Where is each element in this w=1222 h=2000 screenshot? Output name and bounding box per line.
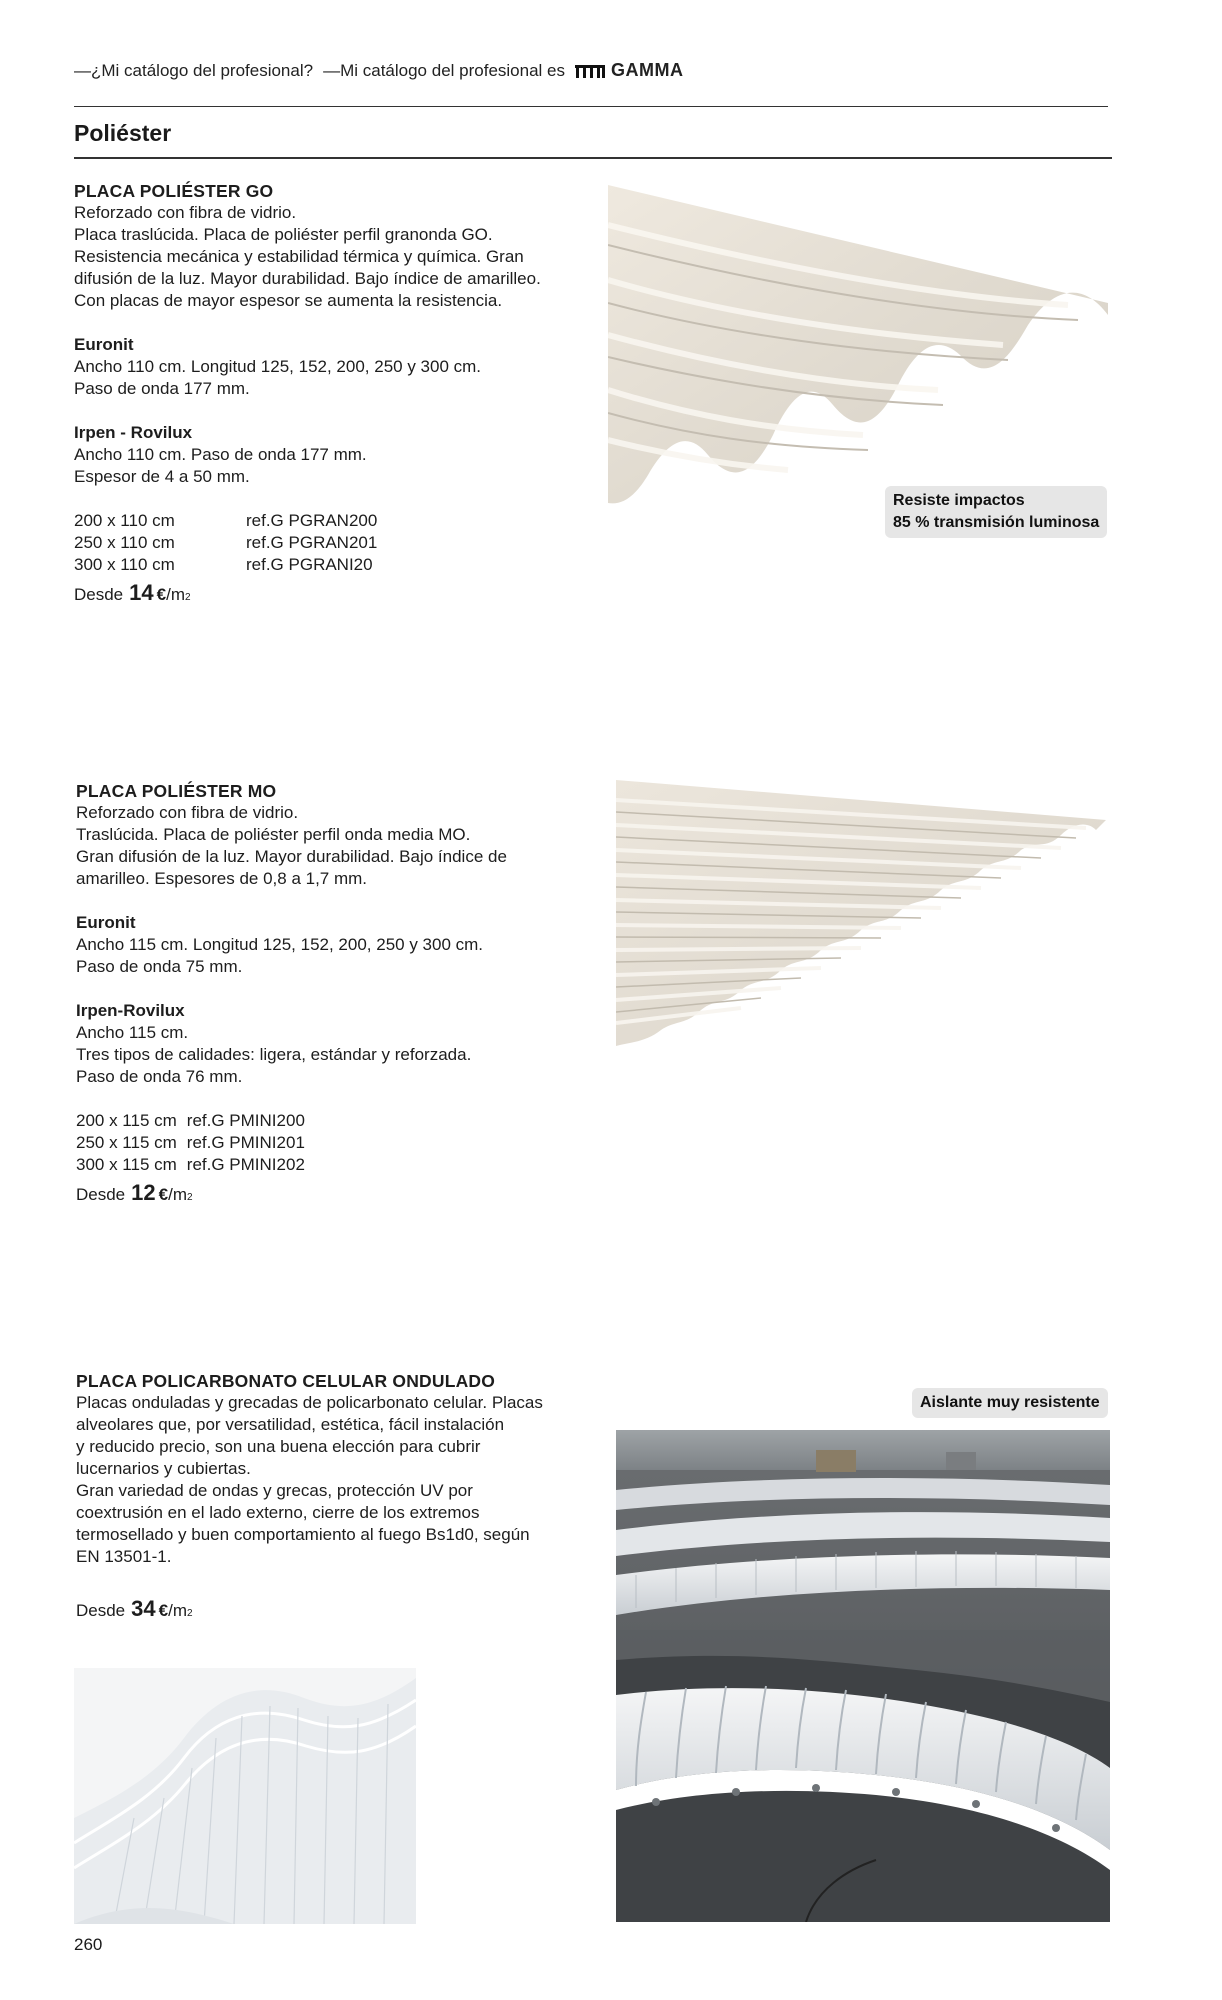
ref-size: 200 x 115 cm (76, 1111, 177, 1130)
gamma-logo-text: GAMMA (611, 60, 684, 80)
product-image-policarbonato-sample (74, 1668, 416, 1924)
product-poliester-mo (76, 780, 596, 1209)
brand-line: Paso de onda 76 mm. (76, 1067, 243, 1086)
description-line: Reforzado con fibra de vidrio. (74, 203, 297, 222)
reference-row (74, 510, 594, 532)
brand-line: Ancho 115 cm. Longitud 125, 152, 200, 250 y 300 cm. (76, 935, 484, 954)
ref-code: ref.G PMINI201 (186, 1133, 305, 1152)
price-currency: € (158, 1601, 169, 1620)
product-badge (885, 486, 1107, 538)
price-currency: € (156, 585, 167, 604)
description-line: Reforzado con fibra de vidrio. (76, 803, 299, 822)
product-policarbonato-celular (76, 1370, 596, 1625)
badge-line: Resiste impactos (893, 492, 1025, 509)
description-line: y reducido precio, son una buena elección para cubrir (76, 1437, 481, 1456)
description-line: coextrusión en el lado externo, cierre de los extremos (76, 1503, 480, 1522)
description-line: amarilleo. Espesores de 0,8 a 1,7 mm. (76, 869, 368, 888)
corrugated-sheet-mo-image (616, 780, 1106, 1050)
price-value: 14 (129, 580, 154, 605)
description-line: Con placas de mayor espesor se aumenta la resistencia. (74, 291, 503, 310)
page-header (74, 60, 684, 81)
price (76, 1182, 596, 1209)
gamma-logo (575, 60, 684, 81)
brand-line: Paso de onda 75 mm. (76, 957, 243, 976)
roof-skylights-photo (616, 1430, 1110, 1922)
reference-row (76, 1110, 596, 1132)
brand-name: Irpen-Rovilux (76, 1001, 185, 1020)
gamma-logo-icon (575, 63, 605, 79)
description-line: Traslúcida. Placa de poliéster perfil onda media MO. (76, 825, 471, 844)
description-line: Gran difusión de la luz. Mayor durabilidad. Bajo índice de (76, 847, 507, 866)
ref-code: ref.G PMINI202 (186, 1155, 305, 1174)
product-title: PLACA POLIÉSTER GO (74, 181, 274, 201)
description-line: lucernarios y cubiertas. (76, 1459, 251, 1478)
product-title: PLACA POLIÉSTER MO (76, 781, 277, 801)
section-title: Poliéster (74, 120, 172, 146)
description-line: Placa traslúcida. Placa de poliéster perfil granonda GO. (74, 225, 493, 244)
badge-line: 85 % transmisión luminosa (893, 514, 1100, 531)
price (76, 1598, 596, 1625)
description-line: Gran variedad de ondas y grecas, protección UV por (76, 1481, 473, 1500)
price-unit-exponent: 2 (186, 1608, 193, 1619)
ref-size: 250 x 115 cm (76, 1133, 177, 1152)
brand-name: Euronit (76, 913, 136, 932)
ref-code: ref.G PGRAN201 (246, 533, 378, 552)
reference-list (74, 510, 594, 576)
price-value: 12 (131, 1180, 156, 1205)
reference-row (76, 1132, 596, 1154)
polycarbonate-sheet-image (74, 1668, 416, 1924)
brand-name: Irpen - Rovilux (74, 423, 193, 442)
product-image-go (608, 185, 1108, 505)
page-number: 260 (74, 1935, 103, 1954)
brand-line: Ancho 110 cm. Longitud 125, 152, 200, 250 y 300 cm. (74, 357, 482, 376)
brand-line: Tres tipos de calidades: ligera, estándar y reforzada. (76, 1045, 472, 1064)
section-divider (74, 157, 1112, 159)
price-unit-exponent: 2 (184, 592, 191, 603)
brand-line: Ancho 115 cm. (76, 1023, 189, 1042)
corrugated-sheet-go-image (608, 185, 1108, 505)
reference-row (74, 554, 594, 576)
description-line: Placas onduladas y grecadas de policarbonato celular. Placas (76, 1393, 543, 1412)
description-line: alveolares que, por versatilidad, estética, fácil instalación (76, 1415, 505, 1434)
price-currency: € (158, 1185, 169, 1204)
header-divider (74, 106, 1108, 107)
ref-code: ref.G PGRANI20 (246, 555, 373, 574)
price-prefix: Desde (74, 585, 124, 604)
brand-name: Euronit (74, 335, 134, 354)
product-image-roof (616, 1430, 1110, 1922)
reference-list (76, 1110, 596, 1176)
price-unit: /m (168, 1185, 187, 1204)
price-prefix: Desde (76, 1185, 126, 1204)
product-poliester-go (74, 180, 594, 609)
product-badge: Aislante muy resistente (912, 1388, 1108, 1418)
price-prefix: Desde (76, 1601, 126, 1620)
ref-size: 250 x 110 cm (74, 533, 175, 552)
price-value: 34 (131, 1596, 156, 1621)
ref-size: 300 x 115 cm (76, 1155, 177, 1174)
price (74, 582, 594, 609)
reference-row (74, 532, 594, 554)
description-line: termosellado y buen comportamiento al fuego Bs1d0, según (76, 1525, 530, 1544)
ref-code: ref.G PGRAN200 (246, 511, 378, 530)
description-line: EN 13501-1. (76, 1547, 172, 1566)
product-image-mo (616, 780, 1106, 1050)
price-unit-exponent: 2 (186, 1192, 193, 1203)
reference-row (76, 1154, 596, 1176)
ref-size: 200 x 110 cm (74, 511, 175, 530)
ref-code: ref.G PMINI200 (186, 1111, 305, 1130)
price-unit: /m (166, 585, 185, 604)
header-slogan-1: —¿Mi catálogo del profesional? (74, 60, 314, 80)
description-line: difusión de la luz. Mayor durabilidad. Bajo índice de amarilleo. (74, 269, 541, 288)
brand-line: Ancho 110 cm. Paso de onda 177 mm. (74, 445, 367, 464)
price-unit: /m (168, 1601, 187, 1620)
brand-line: Espesor de 4 a 50 mm. (74, 467, 250, 486)
header-slogan-2: —Mi catálogo del profesional es (323, 60, 565, 80)
description-line: Resistencia mecánica y estabilidad térmica y química. Gran (74, 247, 524, 266)
product-title: PLACA POLICARBONATO CELULAR ONDULADO (76, 1371, 496, 1391)
ref-size: 300 x 110 cm (74, 555, 175, 574)
brand-line: Paso de onda 177 mm. (74, 379, 250, 398)
